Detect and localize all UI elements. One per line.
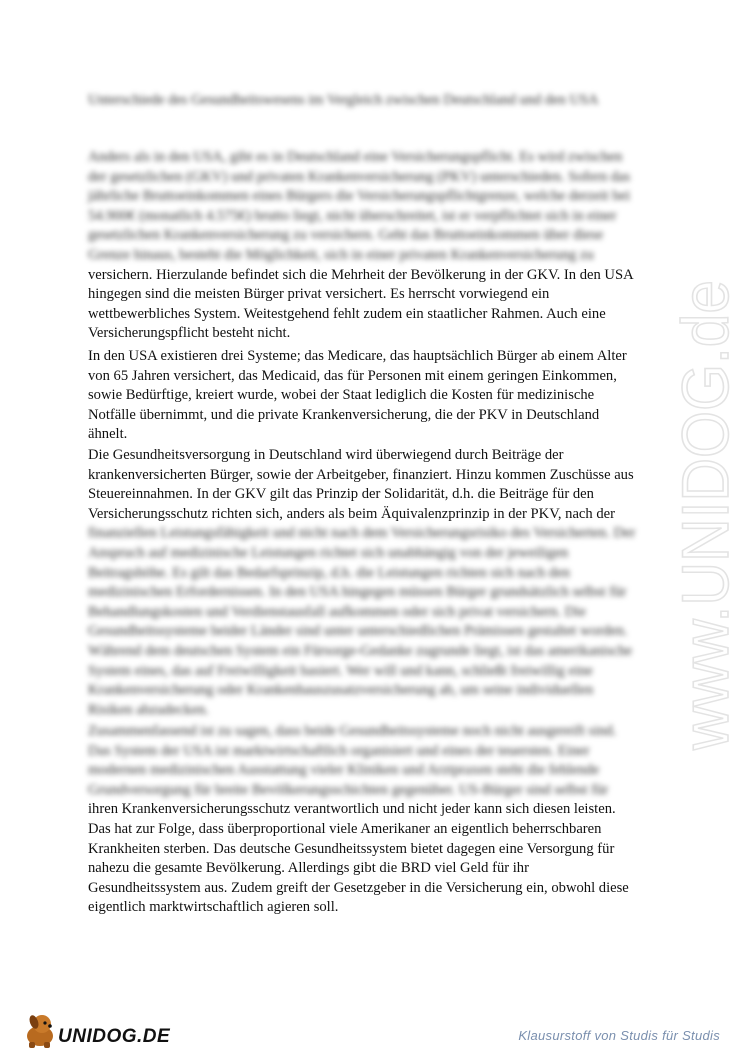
text-line: Grenze hinaus, besteht die Möglichkeit, sich in einer privaten Krankenversicherung zu bbox=[88, 246, 594, 263]
text-line: Versicherungsschutz richten sich, anders als beim Äquivalenzprinzip in der PKV, nach der bbox=[88, 505, 615, 522]
text-line: Das hat zur Folge, dass überproportional viele Amerikaner an eigentlich beherrschbaren bbox=[88, 820, 602, 837]
text-line: hingegen sind die meisten Bürger privat versichert. Es herrscht vorwiegend ein bbox=[88, 286, 550, 303]
text-line: wettbewerbliches System. Weitestgehend fehlt zudem ein staatlicher Rahmen. Auch eine bbox=[88, 305, 606, 322]
paragraph-2 bbox=[88, 347, 668, 445]
paragraph-3 bbox=[88, 446, 668, 720]
text-line: Versicherungspflicht besteht nicht. bbox=[88, 325, 291, 342]
text-line: sowie Bedürftige, kreiert wurde, wobei der Staat lediglich die Kosten für medizinische bbox=[88, 387, 595, 404]
text-line: Krankenversicherung oder Krankenhauszusatzversicherung ab, um seine individuellen bbox=[88, 682, 594, 699]
text-line: Die Gesundheitsversorgung in Deutschland wird überwiegend durch Beiträge der bbox=[88, 447, 564, 463]
watermark bbox=[650, 270, 750, 760]
watermark-text: www.UNIDOG.de bbox=[668, 270, 742, 750]
footer-tagline: Klausurstoff von Studis für Studis bbox=[518, 1028, 720, 1043]
text-line: 54.900€ (monatlich 4.575€) brutto liegt, nicht überschreitet, ist er verpflichtet sich in einer bbox=[88, 207, 617, 224]
paragraph-1 bbox=[88, 148, 668, 344]
text-line: Gesundheitssystem aus. Zudem greift der Gesetzgeber in die Versicherung ein, obwohl diese bbox=[88, 879, 629, 896]
text-line: Anspruch auf medizinische Leistungen richtet sich unabhängig von der jeweiligen bbox=[88, 544, 569, 561]
text-line: In den USA existieren drei Systeme; das Medicare, das hauptsächlich Bürger ab einem Alter bbox=[88, 348, 627, 364]
text-line: Risiken abzudecken. bbox=[88, 701, 209, 718]
text-line: System eines, das auf Freiwilligkeit basiert. Wer will und kann, schließt freiwillig eine bbox=[88, 662, 593, 679]
unidog-logo bbox=[20, 1012, 180, 1050]
text-line: Steuereinnahmen. In der GKV gilt das Prinzip der Solidarität, d.h. die Beiträge für den bbox=[88, 486, 594, 503]
paragraph-4 bbox=[88, 722, 668, 918]
text-line: Beitragshöhe. Es gilt das Bedarfsprinzip, d.h. die Leistungen richten sich nach den bbox=[88, 564, 570, 581]
text-line: finanziellen Leistungsfähigkeit und nicht nach dem Versicherungsrisiko des Versicherten. Der bbox=[88, 525, 636, 542]
text-line: Krankheiten sterben. Das deutsche Gesundheitssystem bietet dagegen eine Versorgung für bbox=[88, 840, 615, 857]
text-line: von 65 Jahren versichert, das Medicaid, das für Personen mit einem geringen Einkommen, bbox=[88, 367, 617, 384]
text-line: nahezu die gesamte Bevölkerung. Allerdings gibt die BRD viel Geld für ihr bbox=[88, 860, 529, 877]
text-line: Während dem deutschen System ein Fürsorge-Gedanke zugrunde liegt, ist das amerikanische bbox=[88, 642, 632, 659]
text-line: ähnelt. bbox=[88, 426, 128, 443]
text-line: Gesundheitssysteme beider Länder sind unter unterschiedlichen Prämissen gestaltet worden. bbox=[88, 623, 628, 640]
text-line: modernen medizinischen Ausstattung vieler Kliniken und Arztpraxen steht die fehlende bbox=[88, 762, 600, 779]
text-line: eigentlich marktwirtschaftlich agieren soll. bbox=[88, 899, 339, 916]
logo-text: UNIDOG.DE bbox=[58, 1026, 171, 1047]
document-title: Unterschiede des Gesundheitswesens im Vergleich zwischen Deutschland und den USA bbox=[88, 92, 599, 108]
text-line: Das System der USA ist marktwirtschaftlich organisiert und eines der teuersten. Einer bbox=[88, 742, 590, 759]
text-line: gesetzlichen Krankenversicherung zu versichern. Geht das Bruttoeinkommen über diese bbox=[88, 227, 604, 244]
text-line: Anders als in den USA, gibt es in Deutschland eine Versicherungspflicht. Es wird zwischen bbox=[88, 149, 623, 165]
text-line: Grundversorgung für breite Bevölkerungsschichten gegenüber. US-Bürger sind selbst für bbox=[88, 781, 609, 798]
text-line: jährliche Bruttoeinkommen eines Bürgers die Versicherungspflichtgrenze, welche derzeit bei bbox=[88, 188, 631, 205]
text-line: Notfälle übernimmt, und die private Krankenversicherung, die der PKV in Deutschland bbox=[88, 406, 600, 423]
text-line: Zusammenfassend ist zu sagen, dass beide Gesundheitssysteme noch nicht ausgereift sind. bbox=[88, 723, 617, 739]
text-line: krankenversicherten Bürger, sowie der Arbeitgeber, finanziert. Hinzu kommen Zuschüsse aus bbox=[88, 466, 634, 483]
text-line: ihren Krankenversicherungsschutz verantwortlich und nicht jeder kann sich diesen leisten. bbox=[88, 801, 616, 818]
text-line: der gesetzlichen (GKV) und privaten Krankenversicherung (PKV) unterschieden. Sofern das bbox=[88, 168, 631, 185]
text-line: Behandlungskosten und Verdienstausfall aufkommen oder sich privat versichern. Die bbox=[88, 603, 586, 620]
text-line: medizinischen Erfordernissen. In den USA hingegen müssen Bürger grundsätzlich selbst für bbox=[88, 584, 627, 601]
dog-icon bbox=[27, 1014, 53, 1048]
text-line: versichern. Hierzulande befindet sich die Mehrheit der Bevölkerung in der GKV. In den USA bbox=[88, 266, 634, 283]
